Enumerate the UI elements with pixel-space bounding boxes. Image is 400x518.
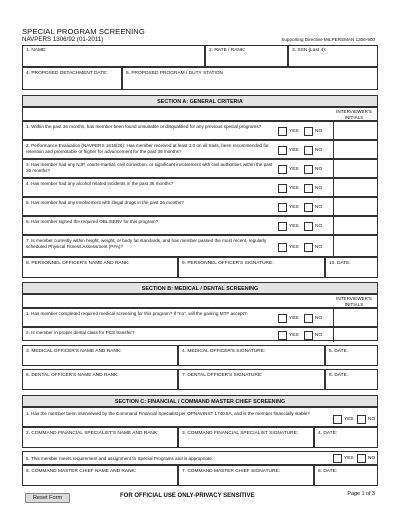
personnel-officer-signature-label: 9. PERSONNEL OFFICER'S SIGNATURE: (182, 261, 274, 266)
medical-officer-signature-label: 4. MEDICAL OFFICER'S SIGNATURE: (182, 349, 266, 354)
section-a-question-5 (22, 197, 378, 216)
no-label: NO (315, 186, 323, 191)
reset-form-button[interactable]: Reset Form (25, 493, 70, 503)
yes-label: YES (289, 333, 299, 338)
section-a-question-4 (22, 178, 378, 197)
detachment-date-label: 4. PROPOSED DETACHMENT DATE: (26, 71, 108, 76)
dental-date-label: 8. DATE: (329, 373, 349, 378)
cmc-date-field[interactable] (314, 465, 378, 486)
section-a-question-7-text: 7. Is member currently within height, weight, or body fat standards, and has member passed the most recent, regularly scheduled Physical Fitness Assessment (PFA)? (26, 238, 267, 249)
name-field[interactable] (22, 45, 205, 67)
personnel-officer-signature-field[interactable] (178, 257, 325, 278)
section-a-question-5-text: 5. Has member had any involvement with illegal drugs in the past 36 months? (26, 200, 184, 205)
section-c-question-5-text: 5. This member meets requirement and assignment to Special Programs and is appropriate. (26, 456, 214, 461)
cfs-signature-field[interactable] (178, 427, 314, 448)
dental-officer-signature-label: 7. DENTAL OFFICER'S SIGNATURE: (182, 373, 263, 378)
section-c-question-1 (22, 407, 378, 427)
medical-date-label: 5. DATE: (329, 349, 349, 354)
personnel-date-label: 10. DATE: (329, 261, 351, 266)
no-label: NO (368, 456, 376, 461)
cfs-date-field[interactable] (314, 427, 378, 448)
ssn-field[interactable] (288, 45, 378, 67)
yes-label: YES (289, 224, 299, 229)
section-a-q1-no-checkbox[interactable] (304, 127, 313, 136)
supporting-directive: Supporting Directive MILPERSMAN 1306-900 (281, 37, 375, 42)
no-label: NO (315, 167, 323, 172)
dental-officer-name-label: 6. DENTAL OFFICER'S NAME AND RANK: (26, 373, 119, 378)
personnel-officer-name-field[interactable] (22, 257, 178, 278)
yes-label: YES (344, 417, 354, 422)
program-field[interactable] (122, 67, 378, 90)
section-b-question-2-text: 2. Is member in proper dental class for PCS transfer? (26, 330, 135, 335)
section-a-q7-initials-field[interactable] (333, 236, 334, 258)
name-label: 1. NAME: (26, 48, 47, 53)
section-a-question-6 (22, 216, 378, 235)
cfs-name-field[interactable] (22, 427, 178, 448)
section-b-q2-no-checkbox[interactable] (304, 331, 313, 340)
medical-officer-name-label: 3. MEDICAL OFFICER'S NAME AND RANK: (26, 349, 122, 354)
section-a-q7-yes-checkbox[interactable] (278, 243, 287, 252)
section-c-question-1-text: 1. Has the member been interviewed by the Command Financial Specialist per OPNAVINST 1740.5A, and is the member financially stable? (26, 411, 310, 416)
cfs-date-label: 4. DATE: (318, 431, 338, 436)
section-c-question-5 (22, 451, 378, 465)
rate-rank-label: 2. RATE / RANK: (209, 48, 246, 53)
section-a-q3-yes-checkbox[interactable] (278, 165, 287, 174)
yes-label: YES (289, 186, 299, 191)
rate-rank-field[interactable] (205, 45, 288, 67)
yes-label: YES (289, 205, 299, 210)
section-a-q5-yes-checkbox[interactable] (278, 203, 287, 212)
section-a-initials-row (22, 107, 378, 121)
section-a-q6-initials-field[interactable] (333, 217, 334, 236)
cfs-signature-label: 3. COMMAND FINANCIAL SPECIALIST SIGNATURE: (182, 431, 299, 436)
interviewer-initials-label: INTERVIEWER'S INITIALS (336, 109, 372, 120)
section-b-q2-yes-checkbox[interactable] (278, 331, 287, 340)
section-b-header: SECTION B: MEDICAL / DENTAL SCREENING (22, 282, 378, 294)
section-a-question-7 (22, 235, 378, 257)
no-label: NO (315, 316, 323, 321)
section-a-question-3 (22, 159, 378, 178)
section-a-q3-initials-field[interactable] (333, 160, 334, 179)
ssn-label: 3. SSN (Last 4): (292, 48, 327, 53)
section-a-q6-yes-checkbox[interactable] (278, 222, 287, 231)
personnel-date-field[interactable] (325, 257, 378, 278)
cfs-name-label: 2. COMMAND FINANCIAL SPECIALIST'S NAME AND RANK: (26, 431, 159, 436)
section-c-q5-no-checkbox[interactable] (357, 454, 366, 463)
section-a-question-2 (22, 140, 378, 159)
yes-label: YES (289, 167, 299, 172)
dental-date-field[interactable] (325, 369, 378, 390)
yes-label: YES (289, 148, 299, 153)
personnel-officer-name-label: 8. PERSONNEL OFFICER'S NAME AND RANK: (26, 261, 130, 266)
section-b-initials-row (22, 294, 378, 308)
section-a-question-6-text: 6. Has member signed the required OBLISERV for this program? (26, 219, 159, 224)
no-label: NO (368, 417, 376, 422)
yes-label: YES (289, 245, 299, 250)
detachment-date-field[interactable] (22, 67, 122, 90)
section-a-q2-initials-field[interactable] (333, 141, 334, 160)
section-b-q1-initials-field[interactable] (333, 309, 334, 328)
cmc-name-label: 6. COMMAND MASTER CHIEF NAME AND RANK: (26, 469, 137, 474)
section-a-q5-initials-field[interactable] (333, 198, 334, 217)
no-label: NO (315, 148, 323, 153)
privacy-notice: FOR OFFICIAL USE ONLY-PRIVACY SENSITIVE (120, 493, 255, 499)
section-a-question-1 (22, 121, 378, 140)
cmc-name-field[interactable] (22, 465, 178, 486)
form-title: SPECIAL PROGRAM SCREENING (22, 27, 145, 36)
section-a-q7-no-checkbox[interactable] (304, 243, 313, 252)
section-c-q5-yes-checkbox[interactable] (333, 454, 342, 463)
section-a-q1-initials-field[interactable] (333, 122, 334, 141)
section-c-header: SECTION C: FINANCIAL / COMMAND MASTER CHIEF SCREENING (22, 395, 378, 407)
section-a-q3-no-checkbox[interactable] (304, 165, 313, 174)
program-label: 5. PROPOSED PROGRAM / DUTY STATION (126, 71, 224, 76)
section-b-question-1-text: 1. Has member completed required medical screening for this program? If "no", will the gaining MTF accept? (26, 311, 247, 316)
medical-date-field[interactable] (325, 345, 378, 366)
medical-officer-name-field[interactable] (22, 345, 178, 366)
no-label: NO (315, 205, 323, 210)
cmc-signature-field[interactable] (178, 465, 314, 486)
yes-label: YES (289, 129, 299, 134)
interviewer-initials-label: INTERVIEWER'S INITIALS (336, 296, 372, 307)
section-a-header: SECTION A: GENERAL CRITERIA (22, 95, 378, 107)
no-label: NO (315, 333, 323, 338)
section-a-question-2-text: 2. Performance Evaluation (NAVPERS 1616/26): Has member received at least 3.0 on all traits, been recommended for retention and promotable or higher for advancement for the past 36 months? (26, 143, 269, 154)
section-b-q1-no-checkbox[interactable] (304, 314, 313, 323)
section-a-q5-no-checkbox[interactable] (304, 203, 313, 212)
section-b-q1-yes-checkbox[interactable] (278, 314, 287, 323)
medical-officer-signature-field[interactable] (178, 345, 325, 366)
no-label: NO (315, 224, 323, 229)
section-a-question-4-text: 4. Has member had any alcohol related incidents in the past 36 months? (26, 181, 174, 186)
yes-label: YES (344, 456, 354, 461)
no-label: NO (315, 245, 323, 250)
section-a-q4-initials-field[interactable] (333, 179, 334, 198)
cmc-signature-label: 7. COMMAND MASTER CHIEF SIGNATURE: (182, 469, 280, 474)
dental-officer-name-field[interactable] (22, 369, 178, 390)
section-b-question-2 (22, 327, 378, 341)
page-number: Page 1 of 3 (347, 491, 375, 497)
section-a-q2-yes-checkbox[interactable] (278, 146, 287, 155)
section-b-question-1 (22, 308, 378, 327)
section-b-q2-initials-field[interactable] (333, 328, 334, 342)
no-label: NO (315, 129, 323, 134)
yes-label: YES (289, 316, 299, 321)
section-c-q1-no-checkbox[interactable] (357, 415, 366, 424)
section-a-q4-yes-checkbox[interactable] (278, 184, 287, 193)
section-a-question-3-text: 3. Has member had any NJP, courts-martial, civil conviction, or significant involvement with civil authorities within the past 36 months? (26, 162, 273, 173)
section-a-q4-no-checkbox[interactable] (304, 184, 313, 193)
dental-officer-signature-field[interactable] (178, 369, 325, 390)
section-c-q1-yes-checkbox[interactable] (333, 415, 342, 424)
section-a-q2-no-checkbox[interactable] (304, 146, 313, 155)
cmc-date-label: 8. DATE: (318, 469, 338, 474)
section-a-question-1-text: 1. Within the past 36 months, has member been found unsuitable or disqualified for any previous special programs? (26, 124, 262, 129)
form-number: NAVPERS 1306/92 (01-2011) (22, 36, 104, 43)
section-a-q6-no-checkbox[interactable] (304, 222, 313, 231)
section-a-q1-yes-checkbox[interactable] (278, 127, 287, 136)
